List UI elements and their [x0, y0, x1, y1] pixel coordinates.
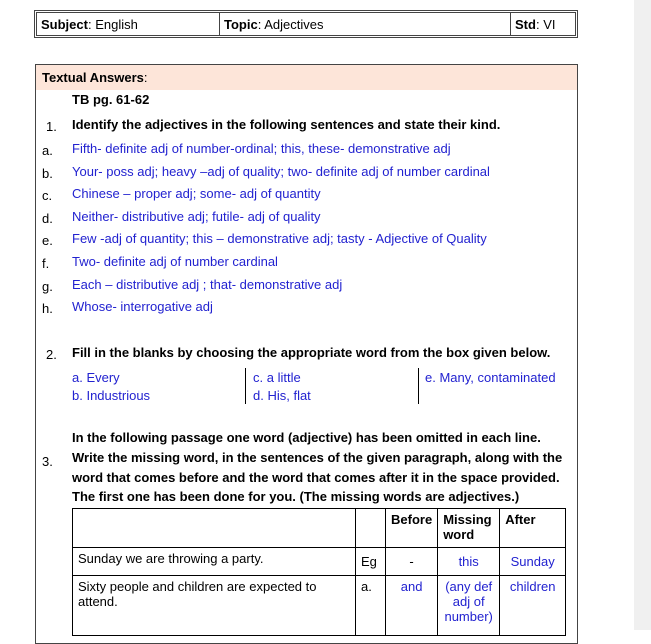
- q3-line: In the following passage one word (adjective) has been omitted in each line.: [72, 430, 541, 445]
- option-e: e. Many, contaminated: [425, 370, 556, 385]
- q1-text: Identify the adjectives in the following sentences and state their kind.: [72, 117, 501, 132]
- answer-marker: g.: [42, 278, 53, 294]
- header-cell: [73, 509, 356, 548]
- divider: [418, 368, 419, 404]
- section-title: Textual Answers:: [36, 65, 577, 90]
- answer-marker: d.: [42, 210, 53, 226]
- answer-marker: a.: [42, 143, 53, 158]
- subject-cell: Subject: English: [37, 13, 220, 35]
- table-row: [73, 576, 566, 636]
- topic-cell: Topic: Adjectives: [220, 13, 511, 35]
- answer-text: Few -adj of quantity; this – demonstrative adj; tasty - Adjective of Quality: [72, 231, 487, 247]
- option-b: b. Industrious: [72, 388, 151, 403]
- option-c: c. a little: [253, 370, 301, 385]
- label-cell: Eg: [356, 548, 386, 576]
- q3-line: word that comes before and the word that comes after it in the space provided.: [72, 470, 560, 485]
- q3-line: The first one has been done for you. (The missing words are adjectives.): [72, 489, 520, 504]
- answer-text: Whose- interrogative adj: [72, 299, 213, 315]
- option-d: d. His, flat: [253, 388, 311, 403]
- header-cell: [356, 509, 386, 548]
- q3-number: 3.: [42, 454, 53, 469]
- divider: [245, 368, 246, 404]
- header-table: [34, 10, 578, 38]
- label-cell: a.: [356, 576, 386, 636]
- before-cell: and: [386, 576, 438, 636]
- answer-marker: h.: [42, 301, 53, 317]
- before-cell: -: [386, 548, 438, 576]
- q2-number: 2.: [46, 347, 57, 362]
- option-a: a. Every: [72, 370, 120, 385]
- std-cell: Std: VI: [515, 17, 556, 32]
- answer-text: Each – distributive adj ; that- demonstrative adj: [72, 276, 343, 292]
- table-header-row: [73, 509, 566, 548]
- missing-cell: this: [438, 548, 500, 576]
- answer-text: Your- poss adj; heavy –adj of quality; two- definite adj of number cardinal: [72, 163, 490, 179]
- answer-text: Two- definite adj of number cardinal: [72, 254, 278, 269]
- sentence-cell: Sixty people and children are expected to attend.: [73, 576, 356, 636]
- answer-marker: f.: [42, 256, 50, 271]
- answer-text: Neither- distributive adj; futile- adj of quality: [72, 208, 321, 224]
- header-after: After: [500, 509, 566, 548]
- answer-marker: b.: [42, 165, 53, 181]
- scrollbar-track[interactable]: [634, 0, 651, 630]
- q3-line: Write the missing word, in the sentences of the given paragraph, along with the: [72, 450, 563, 465]
- after-cell: Sunday: [500, 548, 566, 576]
- table-row: [73, 548, 566, 576]
- header-before: Before: [386, 509, 438, 548]
- tb-pages: TB pg. 61-62: [72, 92, 150, 107]
- answer-marker: e.: [42, 233, 53, 249]
- after-cell: children: [500, 576, 566, 636]
- answer-marker: c.: [42, 188, 53, 204]
- header-missing-word: Missing word: [438, 509, 500, 548]
- missing-word-table: [72, 508, 566, 636]
- q1-number: 1.: [46, 119, 57, 134]
- missing-cell: (any def adj of number): [438, 576, 500, 636]
- answer-text: Fifth- definite adj of number-ordinal; this, these- demonstrative adj: [72, 141, 451, 156]
- answer-text: Chinese – proper adj; some- adj of quantity: [72, 186, 321, 202]
- q2-text: Fill in the blanks by choosing the appropriate word from the box given below.: [72, 345, 551, 360]
- sentence-cell: Sunday we are throwing a party.: [73, 548, 356, 576]
